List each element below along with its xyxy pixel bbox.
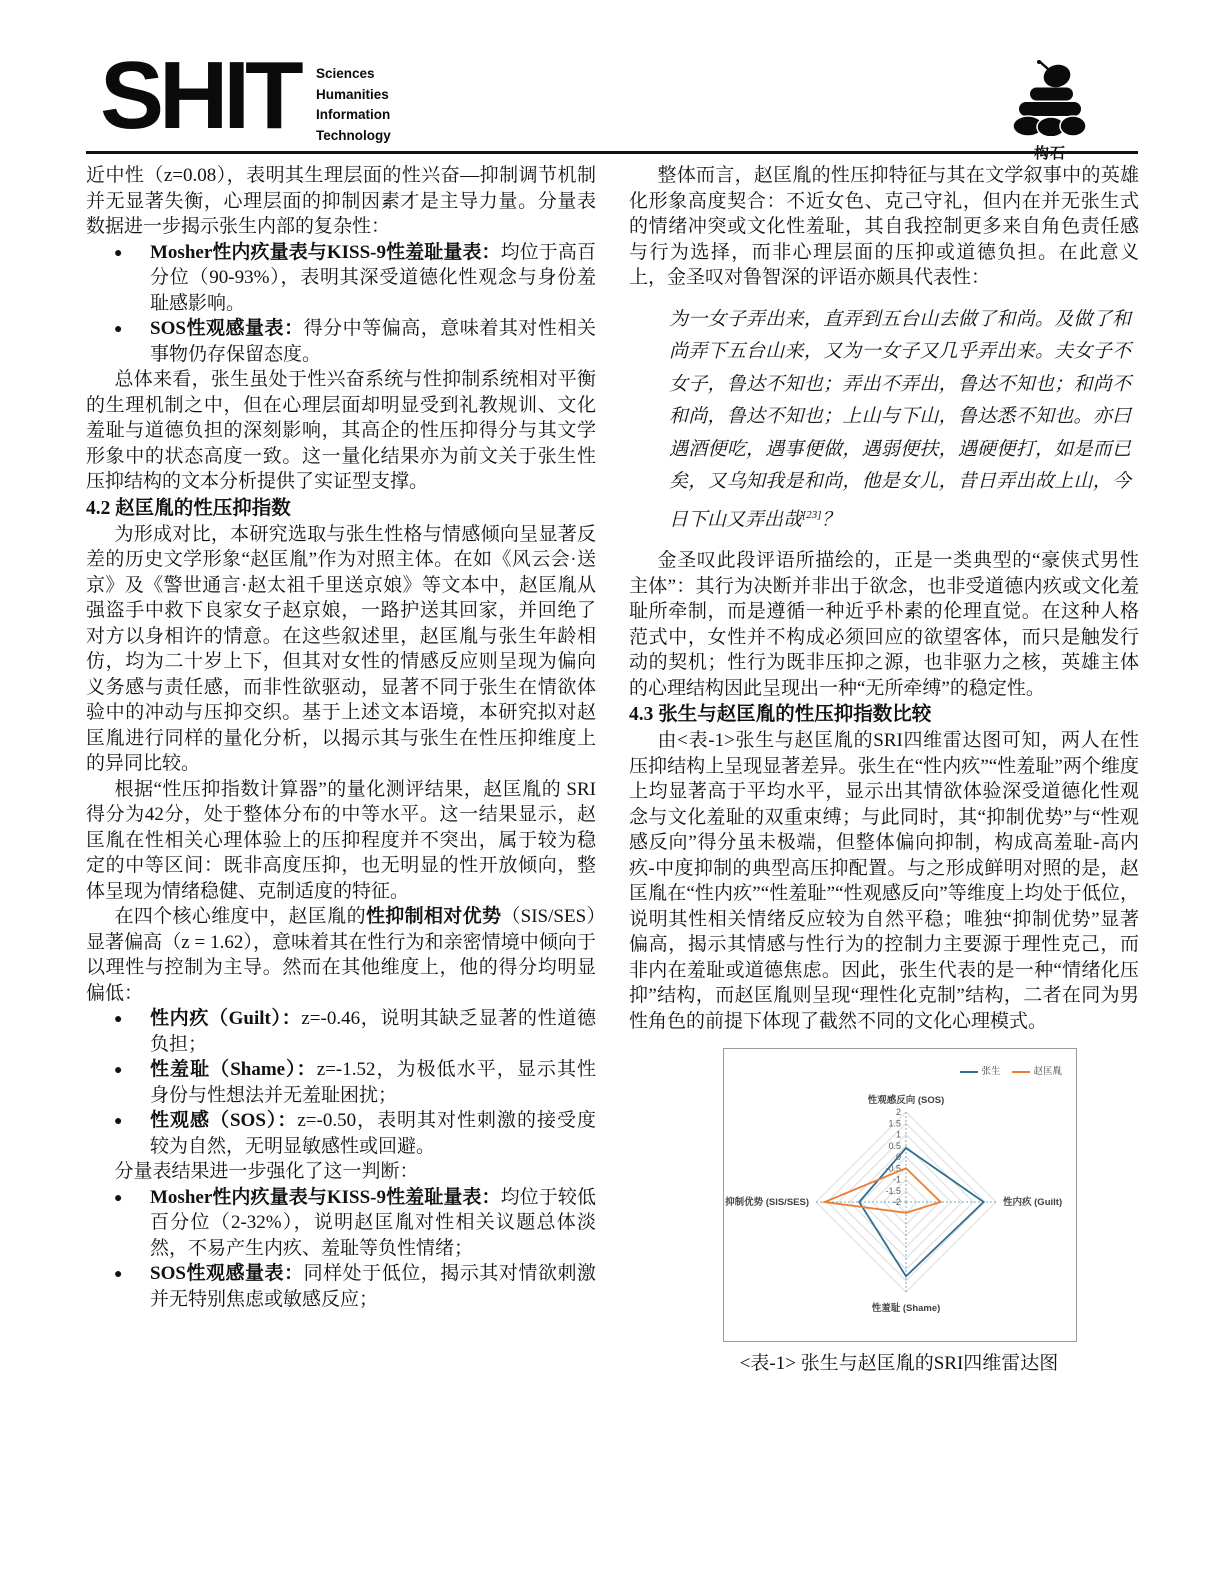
bullet-icon: ● — [114, 1267, 123, 1282]
bullet-lead: Mosher性内疚量表与KISS-9性羞耻量表： — [150, 1186, 501, 1208]
paragraph-text: （SIS/SES）显著偏高（z = 1.62），意味着其在性行为和亲密情境中倾向于以理性与控制为主导。然而在其他维度上，他的得分均明显偏低： — [86, 906, 596, 1004]
legend-swatch — [960, 1071, 978, 1073]
logo-word-technology: Technology — [316, 127, 391, 143]
paragraph: 金圣叹此段评语所描绘的，正是一类典型的“豪侠式男性主体”：其行为决断并非出于欲念，也非受道德内疚或文化羞耻所牵制，而是遵循一种近乎朴素的伦理直觉。在这种人格范式中，女性并不构成必须回应的欲望客体，而只是触发行动的契机；性行为既非压抑之源，也非驱力之核，英雄主体的心理结构因此呈现出一种“无所牵缚”的稳定性。 — [629, 550, 1139, 699]
radar-tick-label: -1.5 — [885, 1186, 901, 1197]
bullet-icon: ● — [114, 1114, 123, 1129]
legend-label: 张生 — [981, 1066, 1001, 1078]
radar-tick-label: 0 — [895, 1152, 901, 1163]
logo-word-information: Information — [316, 107, 391, 122]
bullet-icon: ● — [114, 245, 123, 261]
bullet-text: 同样处于低位，揭示其对情欲刺激并无特别焦虑或敏感反应； — [150, 1263, 596, 1310]
journal-logo: SHIT — [100, 42, 299, 149]
bullet-text: z=-0.50，表明其对性刺激的接受度较为自然，无明显敏感性或回避。 — [150, 1110, 596, 1157]
bullet-icon: ● — [114, 322, 123, 337]
bullet-lead: SOS性观感量表： — [150, 1263, 304, 1284]
bullet-list-zhao-subscales — [86, 1185, 596, 1313]
paragraph: 整体而言，赵匡胤的性压抑特征与其在文学叙事中的英雄化形象高度契合：不近女色、克己守礼，但内在并无张生式的情绪冲突或文化性羞耻，其自我控制更多来自角色责任感与行为选择，而非心理层面的压抑或道德负担。在此意义上，金圣叹对鲁智深的评语亦颇具代表性： — [629, 165, 1139, 288]
bullet-list-zhangsheng-subscales — [86, 240, 596, 368]
publisher-seal — [1002, 60, 1098, 163]
radar-tick-label: -0.5 — [885, 1163, 901, 1174]
figure-caption: <表-1> 张生与赵匡胤的SRI四维雷达图 — [739, 1353, 1059, 1375]
paragraph-text: 在四个核心维度中，赵匡胤的 — [114, 906, 366, 927]
radar-tick-label: 0.5 — [888, 1141, 901, 1152]
legend-swatch — [1012, 1071, 1030, 1073]
paragraph: 由<表-1>张生与赵匡胤的SRI四维雷达图可知，两人在性压抑结构上呈现显著差异。张生在“性内疚”“性羞耻”两个维度上均显著高于平均水平，显示出其情欲体验深受道德化性观念与文化羞耻的双重束缚；与此同时，其“抑制优势”与“性观感反向”得分虽未极端，但整体偏向抑制，构成高羞耻-高内疚-中度抑制的典型高压抑配置。与之形成鲜明对照的是，赵匡胤在“性内疚”“性羞耻”“性观感反向”等维度上均处于低位，说明其性相关情绪反应较为自然平稳；唯独“抑制优势”显著偏高，揭示其情感与性行为的控制力主要源于理性克己，而非内在羞耻或道德焦虑。因此，张生代表的是一种“情绪化压抑”结构，而赵匡胤则呈现“理性化克制”结构，二者在同为男性角色的前提下体现了截然不同的文化心理模式。 — [629, 730, 1139, 1032]
logo-word-sciences: Sciences — [316, 66, 375, 81]
paragraph — [86, 904, 596, 1006]
paragraph: 为形成对比，本研究选取与张生性格与情感倾向呈显著反差的历史文学形象“赵匡胤”作为对照主体。在如《风云会·送京》及《警世通言·赵太祖千里送京娘》等文本中，赵匡胤从强盗手中救下良家女子赵京娘，一路护送其回家，并回绝了对方以身相许的情意。在这些叙述里，赵匡胤与张生年龄相仿，均为二十岁上下，但其对女性的情感反应则呈现为偏向义务感与责任感，而非性欲驱动，显著不同于张生在情欲体验中的冲动与压抑交织。基于上述文本语境，本研究拟对赵匡胤进行同样的量化分析，以揭示其与张生在性压抑维度上的异同比较。 — [86, 523, 596, 774]
chart-legend — [960, 1059, 1062, 1085]
radar-series-张生 — [859, 1148, 983, 1276]
bullet-lead: 性内疚（Guilt）： — [150, 1008, 302, 1029]
block-quote — [669, 304, 1131, 537]
radar-tick-label: -1 — [892, 1174, 901, 1185]
bullet-icon: ● — [114, 1012, 123, 1027]
masthead-rule — [86, 151, 1138, 154]
paragraph: 分量表结果进一步强化了这一判断： — [114, 1161, 419, 1182]
citation-ref: [23] — [802, 508, 822, 521]
bullet-text: 得分中等偏高，意味着其对性相关事物仍存保留态度。 — [150, 318, 596, 365]
bullet-lead: 性羞耻（Shame）： — [150, 1059, 317, 1080]
radar-chart-figure — [723, 1048, 1077, 1342]
bullet-text: 均位于高百分位（90-93%），表明其深受道德化性观念与身份羞耻感影响。 — [150, 241, 596, 314]
legend-item — [1012, 1059, 1062, 1085]
bullet-lead: Mosher性内疚量表与KISS-9性羞耻量表： — [150, 241, 501, 263]
journal-logo-words — [316, 64, 391, 146]
paragraph: 根据“性压抑指数计算器”的量化测评结果，赵匡胤的 SRI 得分为42分，处于整体分布的中等水平。这一结果显示，赵匡胤在性相关心理体验上的压抑程度并不突出，属于较为稳定的中等区间：既非高度压抑，也无明显的性开放倾向，整体呈现为情绪稳健、克制适度的特征。 — [86, 778, 596, 902]
paragraph-bold-text: 性抑制相对优势 — [365, 906, 502, 927]
quote-text: 为一女子弄出来，直弄到五台山去做了和尚。及做了和尚弄下五台山来，又为一女子又几乎弄出来。夫女子不女子，鲁达不知也；弄出不弄出，鲁达不知也；和尚不和尚，鲁达不知也；上山与下山，鲁达悉不知也。亦曰遇酒便吃，遇事便做，遇弱便扶，遇硬便打，如是而已矣，又乌知我是和尚，他是女儿，昔日弄出故上山，今日下山又弄出哉 — [669, 308, 1131, 530]
radar-axis-label: 性内疚 (Guilt) — [1003, 1197, 1063, 1209]
bullet-lead: SOS性观感量表： — [150, 318, 304, 339]
radar-tick-label: 1 — [895, 1129, 901, 1140]
list-item — [86, 1185, 596, 1262]
section-heading-4-3: 4.3 张生与赵匡胤的性压抑指数比较 — [629, 704, 932, 726]
right-column — [629, 163, 1139, 1377]
list-item — [86, 1261, 596, 1312]
bullet-list-zhao-dimensions — [86, 1006, 596, 1159]
legend-label: 赵匡胤 — [1033, 1066, 1062, 1078]
logo-word-humanities: Humanities — [316, 86, 389, 102]
radar-axis-label: 性羞耻 (Shame) — [871, 1303, 941, 1315]
left-column — [86, 163, 596, 1312]
list-item — [86, 1057, 596, 1108]
paragraph: 近中性（z=0.08），表明其生理层面的性兴奋—抑制调节机制并无显著失衡，心理层面的抑制因素才是主导力量。分量表数据进一步揭示张生内部的复杂性： — [86, 165, 596, 237]
radar-tick-label: 1.5 — [888, 1118, 901, 1129]
bullet-text: z=-1.52，为极低水平，显示其性身份与性想法并无羞耻困扰； — [150, 1059, 596, 1106]
list-item — [86, 1108, 596, 1159]
quote-tail: ？ — [821, 508, 841, 530]
radar-tick-label: -2 — [892, 1197, 901, 1208]
radar-tick-label: 2 — [895, 1107, 901, 1118]
stone-stack-icon — [1002, 60, 1098, 136]
radar-axis-label: 抑制优势 (SIS/SES) — [725, 1197, 809, 1209]
paragraph: 总体来看，张生虽处于性兴奋系统与性抑制系统相对平衡的生理机制之中，但在心理层面却明显受到礼教规训、文化羞耻与道德负担的深刻影响，其高企的性压抑得分与其文学形象中的状态高度一致。这一量化结果亦为前文关于张生性压抑结构的文本分析提供了实证型支撑。 — [86, 369, 596, 492]
bullet-text: 均位于较低百分位（2-32%），说明赵匡胤对性相关议题总体淡然，不易产生内疚、羞耻等负性情绪； — [150, 1186, 596, 1259]
radar-chart — [724, 1049, 1076, 1341]
bullet-icon: ● — [114, 1063, 123, 1078]
bullet-text: z=-0.46，说明其缺乏显著的性道德负担； — [150, 1008, 597, 1055]
bullet-lead: 性观感（SOS）： — [150, 1110, 298, 1131]
legend-item — [960, 1059, 1000, 1085]
list-item — [86, 316, 596, 367]
list-item — [86, 240, 596, 317]
bullet-icon: ● — [114, 1190, 123, 1206]
section-heading-4-2: 4.2 赵匡胤的性压抑指数 — [86, 497, 291, 519]
list-item — [86, 1006, 596, 1057]
radar-axis-label: 性观感反向 (SOS) — [867, 1095, 945, 1107]
